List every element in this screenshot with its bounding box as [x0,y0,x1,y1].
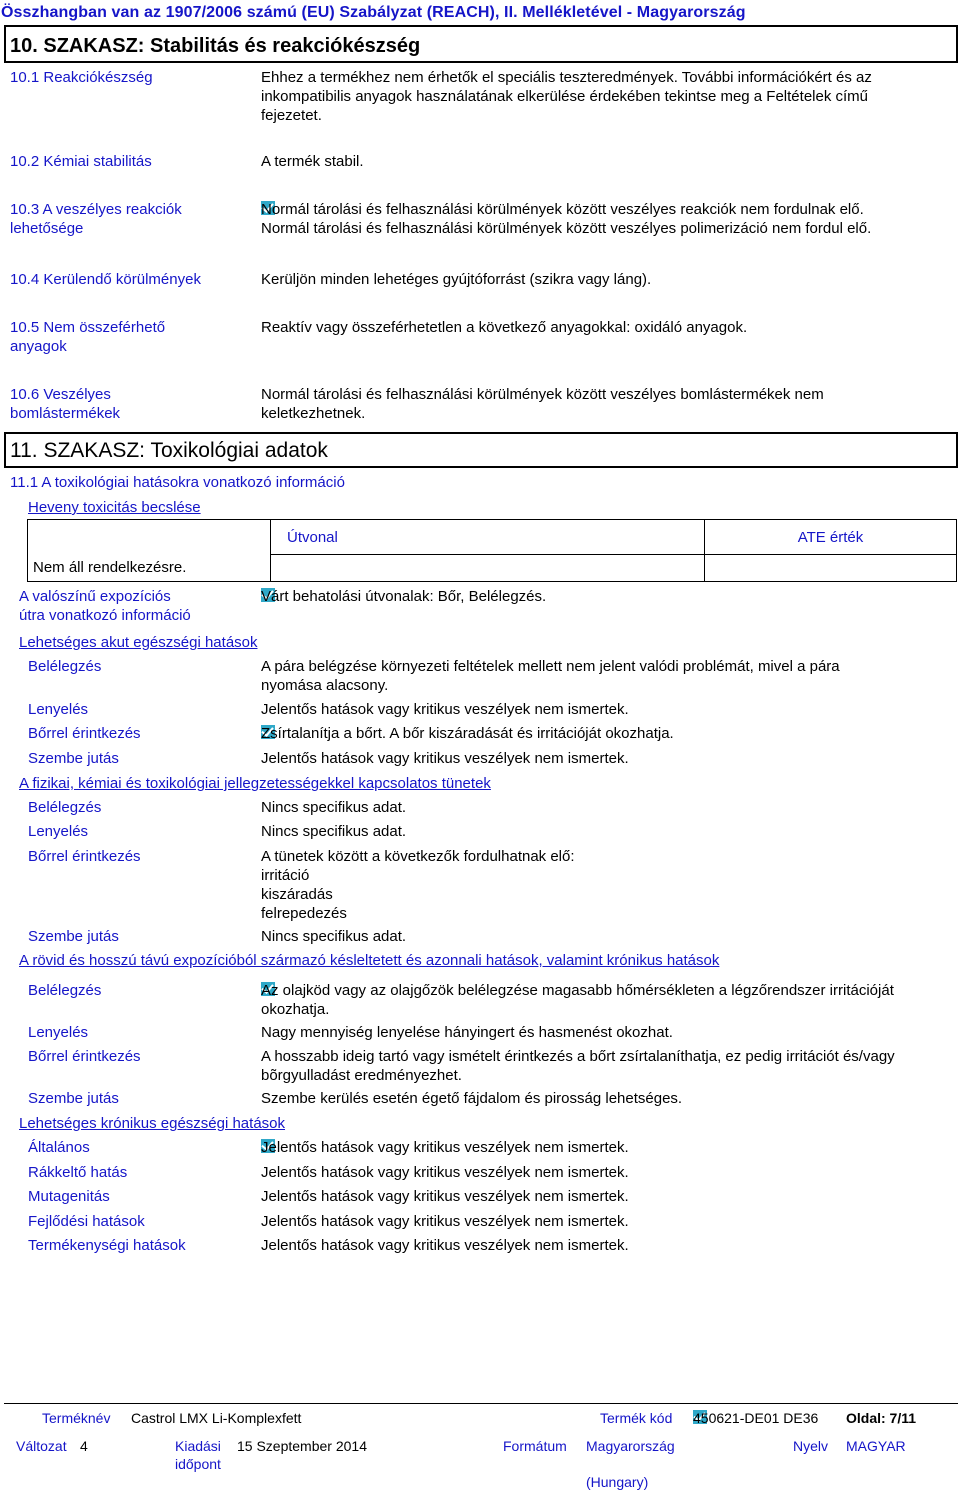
r1-label: 10.1 Reakciókészség [10,69,153,86]
acute-label: Szembe jutás [28,750,119,767]
symptom-label: Belélegzés [28,799,102,816]
lang-label: Nyelv [793,1438,829,1454]
r3-label-2: lehetősége [10,220,84,237]
delayed-label: Szembe jutás [28,1090,119,1107]
r4-text: Kerüljön minden lehetéges gyújtóforrást (szikra vagy láng). [261,271,652,288]
delayed-text: Szembe kerülés esetén égető fájdalom és pirosság lehetséges. [261,1090,683,1107]
chronic-label: Termékenységi hatások [28,1237,186,1254]
r6-text-1: Normál tárolási és felhasználási körülmények között veszélyes bomlástermékek nem [261,386,824,403]
acute-label: Lenyelés [28,701,89,718]
ate-row-text: Nem áll rendelkezésre. [28,555,271,582]
ate-row-route [271,555,705,582]
footer-rule [4,1403,958,1404]
symptom-text: Nincs specifikus adat. [261,823,407,840]
symptom-label: Lenyelés [28,823,89,840]
symptom-text: Nincs specifikus adat. [261,799,407,816]
product-name: Castrol LMX Li-Komplexfett [131,1410,302,1426]
format-label: Formátum [503,1438,567,1454]
delayed-heading: A rövid és hosszú távú expozícióból származó késleltetett és azonnali hatások, valamint krónikus hatások [19,952,720,969]
r3-text-1: Normál tárolási és felhasználási körülmények között veszélyes reakciók nem fordulnak elő. [261,201,864,218]
ate-row-value [705,555,957,582]
acute-label: Bőrrel érintkezés [28,725,141,742]
acute-text: Jelentős hatások vagy kritikus veszélyek nem ismertek. [261,701,629,718]
version-label: Változat [16,1438,67,1454]
format-value-1: Magyarország [586,1438,675,1454]
delayed-text: Nagy mennyiség lenyelése hányingert és hasmenést okozhat. [261,1024,673,1041]
section-10-box [4,25,958,63]
r6-text-2: keletkezhetnek. [261,405,366,422]
symptom-text: kiszáradás [261,886,333,903]
symptom-text: irritáció [261,867,310,884]
chronic-text: Jelentős hatások vagy kritikus veszélyek nem ismertek. [261,1188,629,1205]
chronic-label: Rákkeltő hatás [28,1164,128,1181]
acute-label: Belélegzés [28,658,102,675]
exposure-label-1: A valószínű expozíciós [19,588,171,605]
delayed-label: Bőrrel érintkezés [28,1048,141,1065]
format-value-2: (Hungary) [586,1474,649,1490]
regulation-header: Összhangban van az 1907/2006 számú (EU) Szabályzat (REACH), II. Mellékletével - Magyarország [1,4,746,21]
version-value: 4 [80,1438,88,1454]
symptom-text: A tünetek között a következők fordulhatnak elő: [261,848,575,865]
delayed-label: Belélegzés [28,982,102,999]
product-code: 450621-DE01 DE36 [693,1410,819,1426]
chronic-text: Jelentős hatások vagy kritikus veszélyek nem ismertek. [261,1237,629,1254]
issue-label-1: Kiadási [175,1438,221,1454]
r3-text-2: Normál tárolási és felhasználási körülmények között veszélyes polimerizáció nem fordul elő. [261,220,872,237]
delayed-text: A hosszabb ideig tartó vagy ismételt érintkezés a bőrt zsírtalaníthatja, ez pedig irritációt és/vagy [261,1048,895,1065]
r5-label-2: anyagok [10,338,67,355]
col-ate: ATE érték [705,520,957,555]
acute-text: A pára belégzése környezeti feltételek mellett nem jelent valódi problémát, mivel a pára [261,658,840,675]
symptom-label: Bőrrel érintkezés [28,848,141,865]
col-route: Útvonal [271,520,705,555]
section-11-title: 11. SZAKASZ: Toxikológiai adatok [10,439,328,462]
r5-label-1: 10.5 Nem összeférhető [10,319,166,336]
chronic-text: Jelentős hatások vagy kritikus veszélyek nem ismertek. [261,1139,629,1156]
code-label: Termék kód [600,1410,673,1426]
r6-label-1: 10.6 Veszélyes [10,386,111,403]
symptom-text: felrepedezés [261,905,347,922]
r3-label-1: 10.3 A veszélyes reakciók [10,201,182,218]
chronic-text: Jelentős hatások vagy kritikus veszélyek nem ismertek. [261,1213,629,1230]
ate-table [27,519,957,582]
acute-text: Zsírtalanítja a bőrt. A bőr kiszáradását és irritációját okozhatja. [261,725,674,742]
acute-text: Jelentős hatások vagy kritikus veszélyek nem ismertek. [261,750,629,767]
symptom-text: Nincs specifikus adat. [261,928,407,945]
acute-estimate-heading: Heveny toxicitás becslése [28,499,201,516]
delayed-label: Lenyelés [28,1024,89,1041]
delayed-text: Az olajköd vagy az olajgőzök belélegzése magasabb hőmérsékleten a légzőrendszer irritációját [261,982,894,999]
r1-text-1: Ehhez a termékhez nem érhetők el speciális teszteredmények. További információkért és az [261,69,872,86]
chronic-heading: Lehetséges krónikus egészségi hatások [19,1115,286,1132]
delayed-text: okozhatja. [261,1001,330,1018]
r4-label: 10.4 Kerülendő körülmények [10,271,201,288]
sub-11-1: 11.1 A toxikológiai hatásokra vonatkozó információ [10,474,345,491]
r1-text-3: fejezetet. [261,107,322,124]
r5-text: Reaktív vagy összeférhetetlen a következő anyagokkal: oxidáló anyagok. [261,319,748,336]
chronic-text: Jelentős hatások vagy kritikus veszélyek nem ismertek. [261,1164,629,1181]
symptoms-heading: A fizikai, kémiai és toxikológiai jellegzetességekkel kapcsolatos tünetek [19,775,491,792]
chronic-label: Általános [28,1139,90,1156]
r2-label: 10.2 Kémiai stabilitás [10,153,152,170]
exposure-text: Várt behatolási útvonalak: Bőr, Belélegzés. [261,588,547,605]
r1-text-2: inkompatibilis anyagok használatának elkerülése érdekében tekintse meg a Feltételek című [261,88,869,105]
page-number: Oldal: 7/11 [846,1410,917,1426]
r2-text: A termék stabil. [261,153,364,170]
ate-empty-head [28,520,271,555]
product-label: Terméknév [42,1410,111,1426]
chronic-label: Mutagenitás [28,1188,110,1205]
chronic-label: Fejlődési hatások [28,1213,145,1230]
delayed-text: bõrgyulladást eredményezhet. [261,1067,462,1084]
exposure-label-2: útra vonatkozó információ [19,607,191,624]
symptom-label: Szembe jutás [28,928,119,945]
r6-label-2: bomlástermékek [10,405,121,422]
issue-label-2: időpont [175,1456,221,1472]
section-10-title: 10. SZAKASZ: Stabilitás és reakciókészség [10,35,421,57]
acute-text: nyomása alacsony. [261,677,389,694]
acute-heading: Lehetséges akut egészségi hatások [19,634,258,651]
section-11-box [4,432,958,468]
issue-date: 15 Szeptember 2014 [237,1438,367,1454]
lang-value: MAGYAR [846,1438,906,1454]
